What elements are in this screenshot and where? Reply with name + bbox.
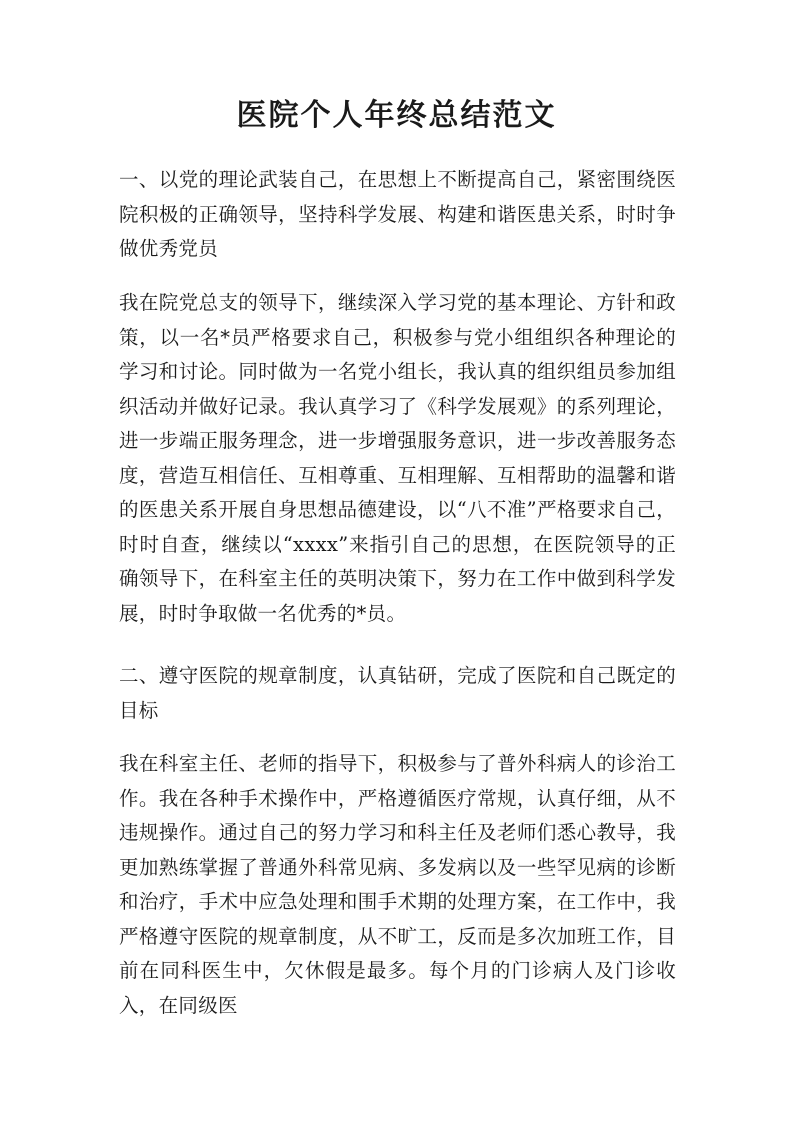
paragraph-2: 我在院党总支的领导下，继续深入学习党的基本理论、方针和政策，以一名*员严格要求自己，积极参与党小组组织各种理论的学习和讨论。同时做为一名党小组长，我认真的组织组员参加组织活动并做好记录。我认真学习了《科学发展观》的系列理论，进一步端正服务理念，进一步增强服务意识，进一步改善服务态度，营造互相信任、互相尊重、互相理解、互相帮助的温馨和谐的医患关系开展自身思想品德建设，以“八不准”严格要求自己，时时自查，继续以“xxxx”来指引自己的思想，在医院领导的正确领导下，在科室主任的英明决策下，努力在工作中做到科学发展，时时争取做一名优秀的*员。 [119,291,676,625]
paragraph-3: 二、遵守医院的规章制度，认真钻研，完成了医院和自己既定的目标 [119,664,676,722]
section-heading-2 [119,659,676,728]
paragraph-block-4 [119,747,676,1023]
paragraph-block-2 [119,286,676,631]
paragraph-1: 一、以党的理论武装自己，在思想上不断提高自己，紧密围绕医院积极的正确领导，坚持科学发展、构建和谐医患关系，时时争做优秀党员 [119,168,676,260]
paragraph-4: 我在科室主任、老师的指导下，积极参与了普外科病人的诊治工作。我在各种手术操作中，严格遵循医疗常规，认真仔细，从不违规操作。通过自己的努力学习和科主任及老师们悉心教导，我更加熟练掌握了普通外科常见病、多发病以及一些罕见病的诊断和治疗，手术中应急处理和围手术期的处理方案，在工作中，我严格遵守医院的规章制度，从不旷工，反而是多次加班工作，目前在同科医生中，欠休假是最多。每个月的门诊病人及门诊收入，在同级医 [119,752,676,1017]
section-heading-1 [119,163,676,267]
document-title: 医院个人年终总结范文 [236,98,557,133]
